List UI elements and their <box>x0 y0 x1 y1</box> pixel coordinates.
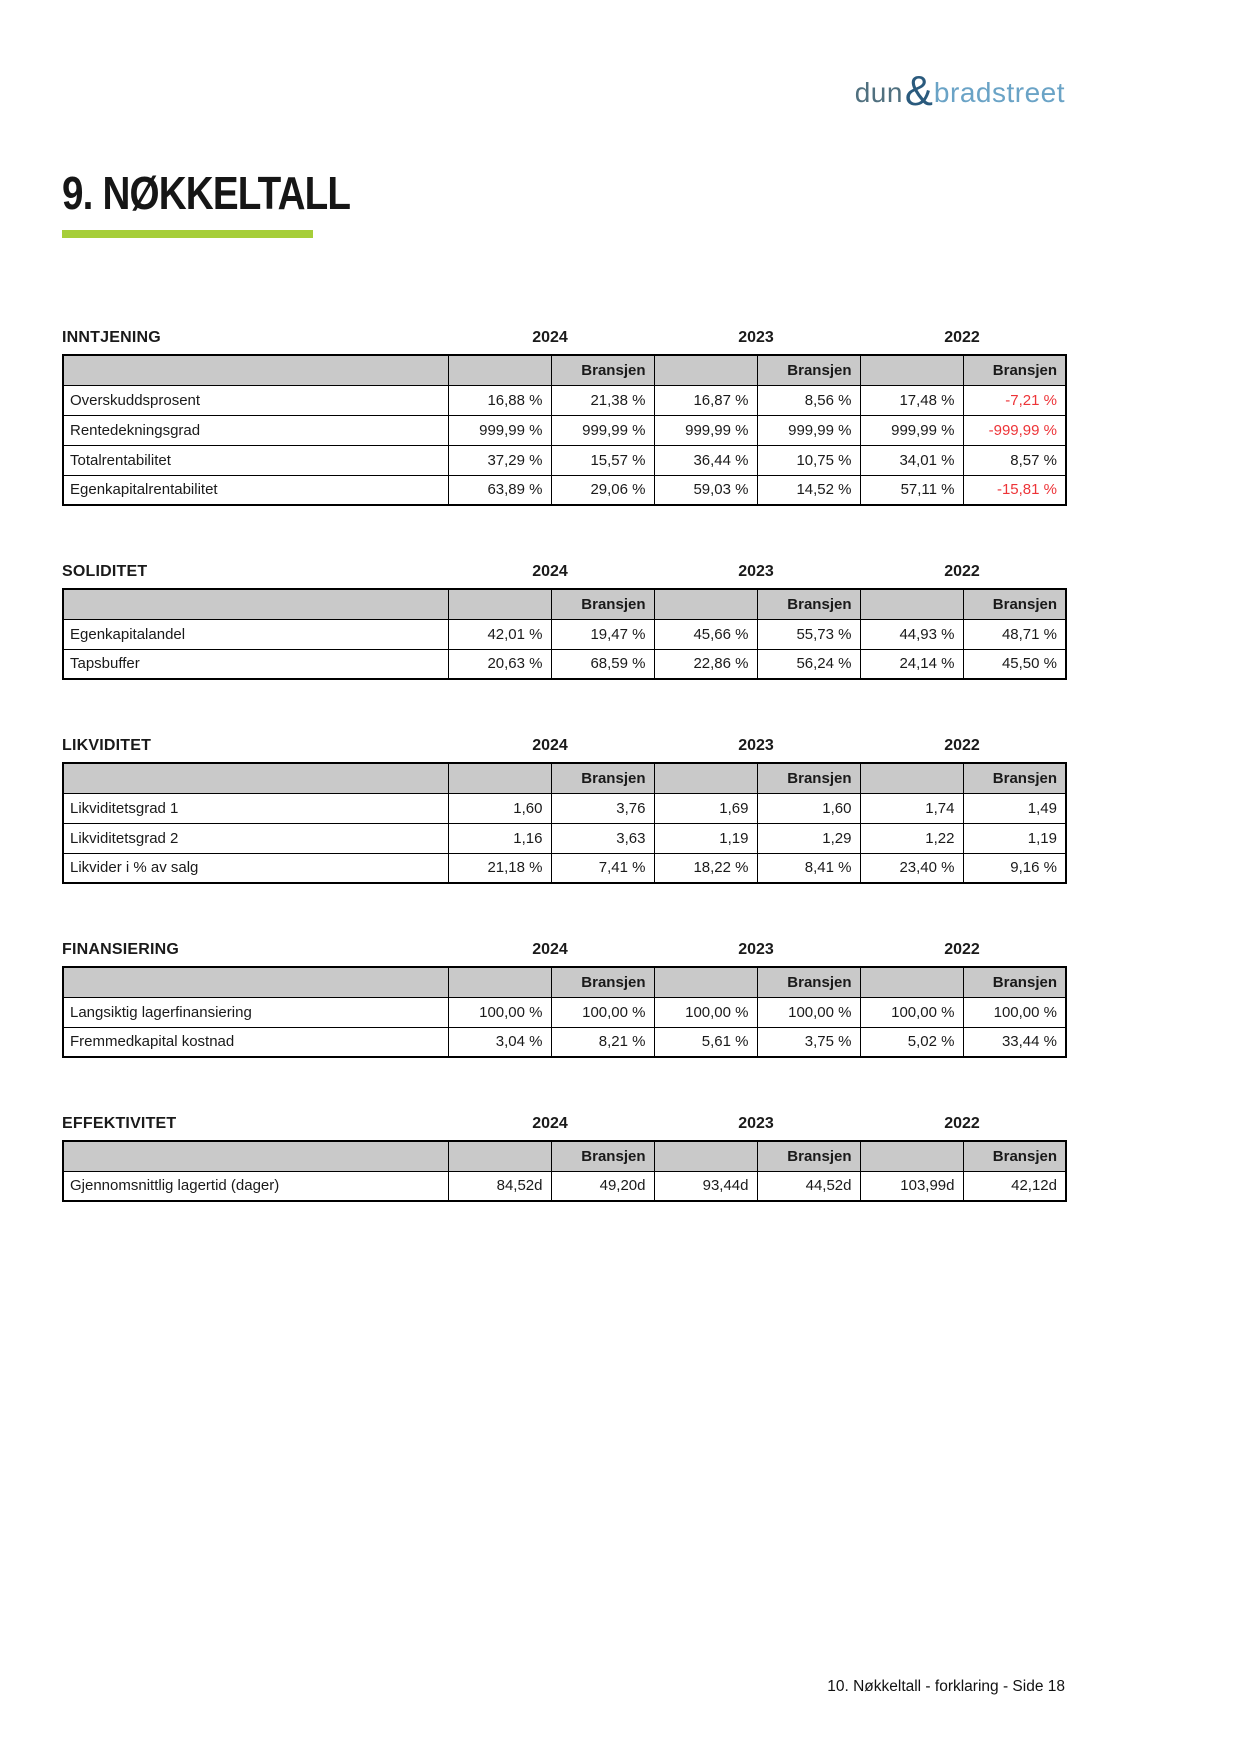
empty-header-cell <box>448 355 551 385</box>
value-cell: 49,20d <box>551 1171 654 1201</box>
value-cell: 100,00 % <box>757 997 860 1027</box>
value-cell: 45,66 % <box>654 619 757 649</box>
value-cell: 68,59 % <box>551 649 654 679</box>
row-label: Totalrentabilitet <box>63 445 448 475</box>
value-cell: 44,52d <box>757 1171 860 1201</box>
empty-header-cell <box>448 763 551 793</box>
bransjen-header-cell: Bransjen <box>757 589 860 619</box>
row-label: Likviditetsgrad 2 <box>63 823 448 853</box>
bransjen-header-cell: Bransjen <box>757 967 860 997</box>
sections <box>62 322 1065 1252</box>
value-cell: 1,69 <box>654 793 757 823</box>
table-row <box>63 793 1066 823</box>
value-cell: 100,00 % <box>654 997 757 1027</box>
value-cell: 1,49 <box>963 793 1066 823</box>
value-cell: 14,52 % <box>757 475 860 505</box>
row-label: Egenkapitalrentabilitet <box>63 475 448 505</box>
empty-header-cell <box>860 763 963 793</box>
bransjen-header-cell: Bransjen <box>757 763 860 793</box>
logo-ampersand-icon: & <box>904 67 933 114</box>
value-cell: 18,22 % <box>654 853 757 883</box>
section-soliditet <box>62 556 1065 680</box>
empty-header-cell <box>654 589 757 619</box>
empty-header-cell <box>654 763 757 793</box>
value-cell: 1,29 <box>757 823 860 853</box>
empty-header-cell <box>654 967 757 997</box>
logo-bradstreet-text: bradstreet <box>933 77 1065 108</box>
year-label: 2022 <box>944 1115 980 1132</box>
value-cell: 33,44 % <box>963 1027 1066 1057</box>
empty-header-cell <box>654 355 757 385</box>
value-cell: 48,71 % <box>963 619 1066 649</box>
data-table-inntjening <box>62 354 1067 506</box>
value-cell: 999,99 % <box>860 415 963 445</box>
value-cell: 29,06 % <box>551 475 654 505</box>
value-cell: 103,99d <box>860 1171 963 1201</box>
empty-header-cell <box>860 589 963 619</box>
value-cell: 34,01 % <box>860 445 963 475</box>
value-cell: 100,00 % <box>860 997 963 1027</box>
bransjen-header-cell: Bransjen <box>963 589 1066 619</box>
bransjen-header-cell: Bransjen <box>757 355 860 385</box>
value-cell: 100,00 % <box>448 997 551 1027</box>
year-label: 2022 <box>944 329 980 346</box>
table-row <box>63 445 1066 475</box>
value-cell: 9,16 % <box>963 853 1066 883</box>
year-label: 2023 <box>738 737 774 754</box>
empty-header-cell <box>860 1141 963 1171</box>
table-header-row <box>63 355 1066 385</box>
value-cell: 8,56 % <box>757 385 860 415</box>
table-row <box>63 1027 1066 1057</box>
table-header-row <box>63 967 1066 997</box>
data-table-likviditet <box>62 762 1067 884</box>
row-label: Tapsbuffer <box>63 649 448 679</box>
value-cell: 21,18 % <box>448 853 551 883</box>
dun-and-bradstreet-logo <box>854 67 1065 116</box>
value-cell: 8,57 % <box>963 445 1066 475</box>
value-cell: 8,41 % <box>757 853 860 883</box>
value-cell: 15,57 % <box>551 445 654 475</box>
row-label: Overskuddsprosent <box>63 385 448 415</box>
value-cell: 1,19 <box>654 823 757 853</box>
value-cell: 3,75 % <box>757 1027 860 1057</box>
year-label: 2022 <box>944 563 980 580</box>
bransjen-header-cell: Bransjen <box>963 1141 1066 1171</box>
value-cell: 100,00 % <box>963 997 1066 1027</box>
value-cell: 999,99 % <box>654 415 757 445</box>
table-row <box>63 1171 1066 1201</box>
row-label: Egenkapitalandel <box>63 619 448 649</box>
bransjen-header-cell: Bransjen <box>963 967 1066 997</box>
section-head <box>62 1108 1065 1140</box>
value-cell: 5,61 % <box>654 1027 757 1057</box>
data-table-effektivitet <box>62 1140 1067 1202</box>
value-cell: 3,63 <box>551 823 654 853</box>
table-header-row <box>63 589 1066 619</box>
bransjen-header-cell: Bransjen <box>551 967 654 997</box>
year-label: 2022 <box>944 941 980 958</box>
empty-header-cell <box>63 967 448 997</box>
empty-header-cell <box>63 355 448 385</box>
section-head <box>62 556 1065 588</box>
value-cell: -15,81 % <box>963 475 1066 505</box>
value-cell: 3,76 <box>551 793 654 823</box>
row-label: Rentedekningsgrad <box>63 415 448 445</box>
value-cell: 44,93 % <box>860 619 963 649</box>
value-cell: 1,16 <box>448 823 551 853</box>
value-cell: 56,24 % <box>757 649 860 679</box>
value-cell: 999,99 % <box>757 415 860 445</box>
value-cell: 999,99 % <box>551 415 654 445</box>
year-label: 2023 <box>738 1115 774 1132</box>
table-row <box>63 385 1066 415</box>
bransjen-header-cell: Bransjen <box>963 355 1066 385</box>
section-head <box>62 730 1065 762</box>
value-cell: 21,38 % <box>551 385 654 415</box>
bransjen-header-cell: Bransjen <box>551 763 654 793</box>
year-label: 2024 <box>532 737 568 754</box>
empty-header-cell <box>654 1141 757 1171</box>
value-cell: 22,86 % <box>654 649 757 679</box>
section-title: INNTJENING <box>62 329 161 346</box>
table-row <box>63 619 1066 649</box>
year-label: 2024 <box>532 563 568 580</box>
section-head <box>62 934 1065 966</box>
bransjen-header-cell: Bransjen <box>963 763 1066 793</box>
year-label: 2024 <box>532 941 568 958</box>
page-title: 9. NØKKELTALL <box>62 167 351 219</box>
value-cell: 17,48 % <box>860 385 963 415</box>
value-cell: 84,52d <box>448 1171 551 1201</box>
year-label: 2023 <box>738 563 774 580</box>
title-accent-bar <box>62 230 313 238</box>
empty-header-cell <box>860 967 963 997</box>
value-cell: 37,29 % <box>448 445 551 475</box>
value-cell: 45,50 % <box>963 649 1066 679</box>
table-row <box>63 853 1066 883</box>
page-footer: 10. Nøkkeltall - forklaring - Side 18 <box>827 1678 1065 1695</box>
table-row <box>63 475 1066 505</box>
empty-header-cell <box>63 1141 448 1171</box>
value-cell: 36,44 % <box>654 445 757 475</box>
data-table-soliditet <box>62 588 1067 680</box>
value-cell: -999,99 % <box>963 415 1066 445</box>
data-table-finansiering <box>62 966 1067 1058</box>
empty-header-cell <box>448 967 551 997</box>
bransjen-header-cell: Bransjen <box>551 1141 654 1171</box>
year-label: 2023 <box>738 941 774 958</box>
section-title: FINANSIERING <box>62 941 180 958</box>
value-cell: 42,12d <box>963 1171 1066 1201</box>
value-cell: 59,03 % <box>654 475 757 505</box>
table-row <box>63 649 1066 679</box>
table-row <box>63 823 1066 853</box>
value-cell: 63,89 % <box>448 475 551 505</box>
value-cell: 57,11 % <box>860 475 963 505</box>
table-header-row <box>63 1141 1066 1171</box>
table-row <box>63 415 1066 445</box>
table-row <box>63 997 1066 1027</box>
year-label: 2024 <box>532 329 568 346</box>
section-finansiering <box>62 934 1065 1058</box>
row-label: Fremmedkapital kostnad <box>63 1027 448 1057</box>
value-cell: 16,88 % <box>448 385 551 415</box>
value-cell: 16,87 % <box>654 385 757 415</box>
section-title: EFFEKTIVITET <box>62 1115 177 1132</box>
section-title: LIKVIDITET <box>62 737 152 754</box>
empty-header-cell <box>63 589 448 619</box>
value-cell: 100,00 % <box>551 997 654 1027</box>
empty-header-cell <box>63 763 448 793</box>
empty-header-cell <box>448 589 551 619</box>
empty-header-cell <box>860 355 963 385</box>
bransjen-header-cell: Bransjen <box>757 1141 860 1171</box>
year-label: 2023 <box>738 329 774 346</box>
section-title: SOLIDITET <box>62 563 148 580</box>
value-cell: 23,40 % <box>860 853 963 883</box>
value-cell: 3,04 % <box>448 1027 551 1057</box>
logo-dun-text: dun <box>854 77 903 108</box>
section-inntjening <box>62 322 1065 506</box>
value-cell: 42,01 % <box>448 619 551 649</box>
value-cell: -7,21 % <box>963 385 1066 415</box>
section-head <box>62 322 1065 354</box>
year-label: 2022 <box>944 737 980 754</box>
value-cell: 19,47 % <box>551 619 654 649</box>
value-cell: 8,21 % <box>551 1027 654 1057</box>
row-label: Likvider i % av salg <box>63 853 448 883</box>
value-cell: 1,60 <box>757 793 860 823</box>
section-effektivitet <box>62 1108 1065 1202</box>
empty-header-cell <box>448 1141 551 1171</box>
value-cell: 55,73 % <box>757 619 860 649</box>
value-cell: 20,63 % <box>448 649 551 679</box>
row-label: Gjennomsnittlig lagertid (dager) <box>63 1171 448 1201</box>
row-label: Langsiktig lagerfinansiering <box>63 997 448 1027</box>
value-cell: 5,02 % <box>860 1027 963 1057</box>
bransjen-header-cell: Bransjen <box>551 355 654 385</box>
value-cell: 1,74 <box>860 793 963 823</box>
year-label: 2024 <box>532 1115 568 1132</box>
value-cell: 1,19 <box>963 823 1066 853</box>
bransjen-header-cell: Bransjen <box>551 589 654 619</box>
value-cell: 7,41 % <box>551 853 654 883</box>
value-cell: 93,44d <box>654 1171 757 1201</box>
section-likviditet <box>62 730 1065 884</box>
value-cell: 10,75 % <box>757 445 860 475</box>
value-cell: 24,14 % <box>860 649 963 679</box>
row-label: Likviditetsgrad 1 <box>63 793 448 823</box>
table-header-row <box>63 763 1066 793</box>
value-cell: 999,99 % <box>448 415 551 445</box>
value-cell: 1,60 <box>448 793 551 823</box>
value-cell: 1,22 <box>860 823 963 853</box>
